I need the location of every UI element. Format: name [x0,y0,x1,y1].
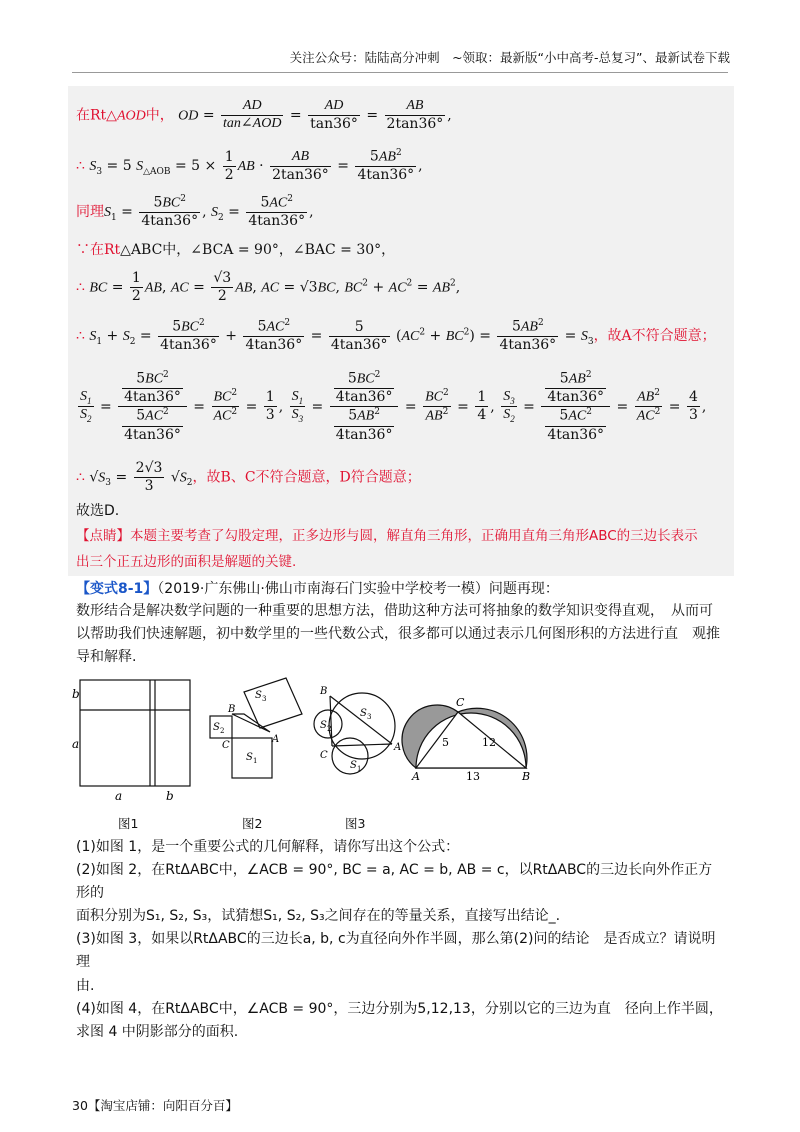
svg-text:A: A [272,734,280,745]
svg-text:S: S [213,722,220,733]
solution-line-4 [76,243,395,257]
fig4-label-c: C [456,696,465,709]
svg-text:C: C [320,750,328,761]
fig4-label-a: A [412,770,420,783]
svg-text:A: A [394,742,402,753]
fig4-label-12: 12 [482,736,496,749]
question-1: (1)如图 1，是一个重要公式的几何解释，请你写出这个公式： [76,839,460,855]
solution-line-1: 在Rt△AOD中， OD = $\frac{AD}{\text{tan∠AOD}}$ = $\frac{AD}{\tan 36^\circ}$ = $\frac{AB}{2\tan 36^\circ}$ , [76,98,452,132]
text-red: △AOD [106,108,146,124]
solution-line-7: $\frac{S_1}{S_2}$ = $\frac{\frac{5BC^2}{4\tan 36^\circ}}{\frac{5AC^2}{4\tan 36^\circ}}$ = $\frac{BC^2}{AC^2}$ = $\frac{1}{3}$ , $\frac{S_1}{S_3}$ = $\frac{\frac{5BC^2}{4\tan 36^\circ}}{\frac{5AB^2}{4\tan 36^\circ}}$ = $\frac{BC^2}{AB^2}$ = $\frac{1}{4}$ , $\frac{S_3}{S_2}$ = $\frac{\frac{5AB^2}{4\tan 36^\circ}}{\frac{5AC^2}{4\tan 36^\circ}}$ = $\frac{AB^2}{AC^2}$ = $\frac{4}{3}$ , [80,370,707,443]
question-3-line: (3)如图 3，如果以RtΔABC的三边长a, b, c为直径向外作半圆，那么第(2)问的结论 是否成立？请说明理 [76,931,716,971]
svg-text:2: 2 [327,725,332,733]
solution-line-5: ∴ BC = $\frac{1}{2}$ AB, AC = $\frac{√3}{2}$ AB, AC = √3BC, $BC^2 + AC^2 = AB^2$, [76,270,461,304]
svg-text:1: 1 [357,765,362,773]
question-2-line: (2)如图 2，在RtΔABC中，∠ACB = 90°, BC = a, AC = b, AB = c，以RtΔABC的三边长向外作正方形的 [76,862,713,902]
intro-line: 以帮助我们快速解题，初中数学里的一些代数公式，很多都可以通过表示几何图形积的方法进行直 观推 [76,626,720,643]
figure-1 [80,680,190,786]
figures-svg [70,676,730,806]
svg-text:S: S [255,690,262,701]
fig4-label-b: B [522,770,531,783]
comment-line-2: 出三个正五边形的面积是解题的关键. [76,554,297,570]
answer-line: 故选D. [76,503,120,519]
svg-text:S: S [360,708,367,719]
svg-text:B: B [228,704,236,715]
fig2-caption: 图2 [242,816,263,831]
solution-line-3: 同理$S_1$ = $\frac{5BC^2}{4\tan 36^\circ}$ , $S_2$ = $\frac{5AC^2}{4\tan 36^\circ}$ , [76,194,314,230]
svg-text:B: B [320,686,328,697]
svg-text:S: S [246,752,253,763]
fig1-caption: 图1 [118,816,139,831]
conclusion-bcd: ，故B、C不符合题意，D符合题意； [192,469,421,486]
svg-text:S: S [350,760,357,771]
variant-heading [76,582,559,596]
given-angles: △ABC中，∠BCA = 90°，∠BAC = 30°， [120,242,396,258]
variant-tag: 【变式8-1】 [76,581,158,597]
conclusion-a: ，故A不符合题意； [593,328,716,345]
text-red: 在Rt [76,107,107,124]
therefore-sign: ∴ [76,158,85,175]
solution-line-8: ∴ $√S_3$ = $\frac{2√3}{3}$ $√S_2$，故B、C不符合题意，D符合题意； [76,460,421,494]
question-3-line: 由. [76,977,95,994]
question-4-line: 求图 4 中阴影部分的面积. [76,1023,239,1040]
fig4-label-13: 13 [466,770,480,783]
fig3-caption: 图3 [345,816,366,831]
text-red: ∵在Rt [76,242,121,258]
therefore-sign: ∴ [76,328,85,345]
svg-text:2: 2 [220,727,225,735]
therefore-sign: ∴ [76,279,85,296]
intro-line: 数形结合是解决数学问题的一种重要的思想方法，借助这种方法可将抽象的数学知识变得直观， 从而可 [76,603,713,619]
svg-text:3: 3 [262,695,267,703]
solution-line-2: ∴ $S_3 = 5$ $S_{\triangle AOB} = 5$ × $\frac{1}{2}$ AB · $\frac{AB}{2\tan 36^\circ}$ = $\frac{5AB^2}{4\tan 36^\circ}$ , [76,148,423,184]
fig1-label-a-left: a [72,737,80,751]
comment-line-1 [76,530,698,544]
fig1-label-a-bottom: a [115,789,123,803]
comment-tag: 【点睛】 [76,528,130,544]
question-2-line: 面积分别为S₁, S₂, S₃，试猜想S₁, S₂, S₃之间存在的等量关系，直接写出结论_. [76,908,561,925]
variant-intro [76,600,726,669]
svg-text:C: C [222,740,230,751]
comment-text: 本题主要考查了勾股定理，正多边形与圆，解直角三角形，正确用直角三角形ABC的三边长表示 [130,528,698,544]
svg-text:1: 1 [253,757,258,765]
text-red: 中， [145,107,174,124]
fig1-label-b-bottom: b [166,789,174,803]
question-4-line: (4)如图 4，在RtΔABC中，∠ACB = 90°，三边分别为5,12,13，分别以它的三边为直 径向上作半圆， [76,1000,723,1017]
intro-line: 导和解释. [76,649,137,666]
therefore-sign: ∴ [76,469,85,486]
svg-text:3: 3 [367,713,372,721]
text-red: 同理 [76,204,104,221]
solution-line-6: ∴ $S_1 + S_2$ = $\frac{5BC^2}{4\tan 36^\circ}$ + $\frac{5AC^2}{4\tan 36^\circ}$ = $\frac{5}{4\tan 36^\circ}$ $(AC^2 + BC^2)$ = $\frac{5AB^2}{4\tan 36^\circ}$ = $S_3$，故A不符合题意； [76,318,716,354]
fig4-label-5: 5 [442,736,449,749]
questions [76,836,726,1044]
page-footer: 30【淘宝店铺：向阳百分百】 [72,1098,238,1113]
fig1-label-b-left: b [72,687,80,701]
page-header: 关注公众号：陆陆高分冲刺 ~领取：最新版“小中高考-总复习”、最新试卷下载 [289,50,730,65]
figure-4 [402,705,527,768]
svg-text:S: S [320,720,327,731]
variant-source: （2019·广东佛山·佛山市南海石门实验中学校考一模）问题再现： [157,581,559,597]
header-divider [72,72,728,73]
